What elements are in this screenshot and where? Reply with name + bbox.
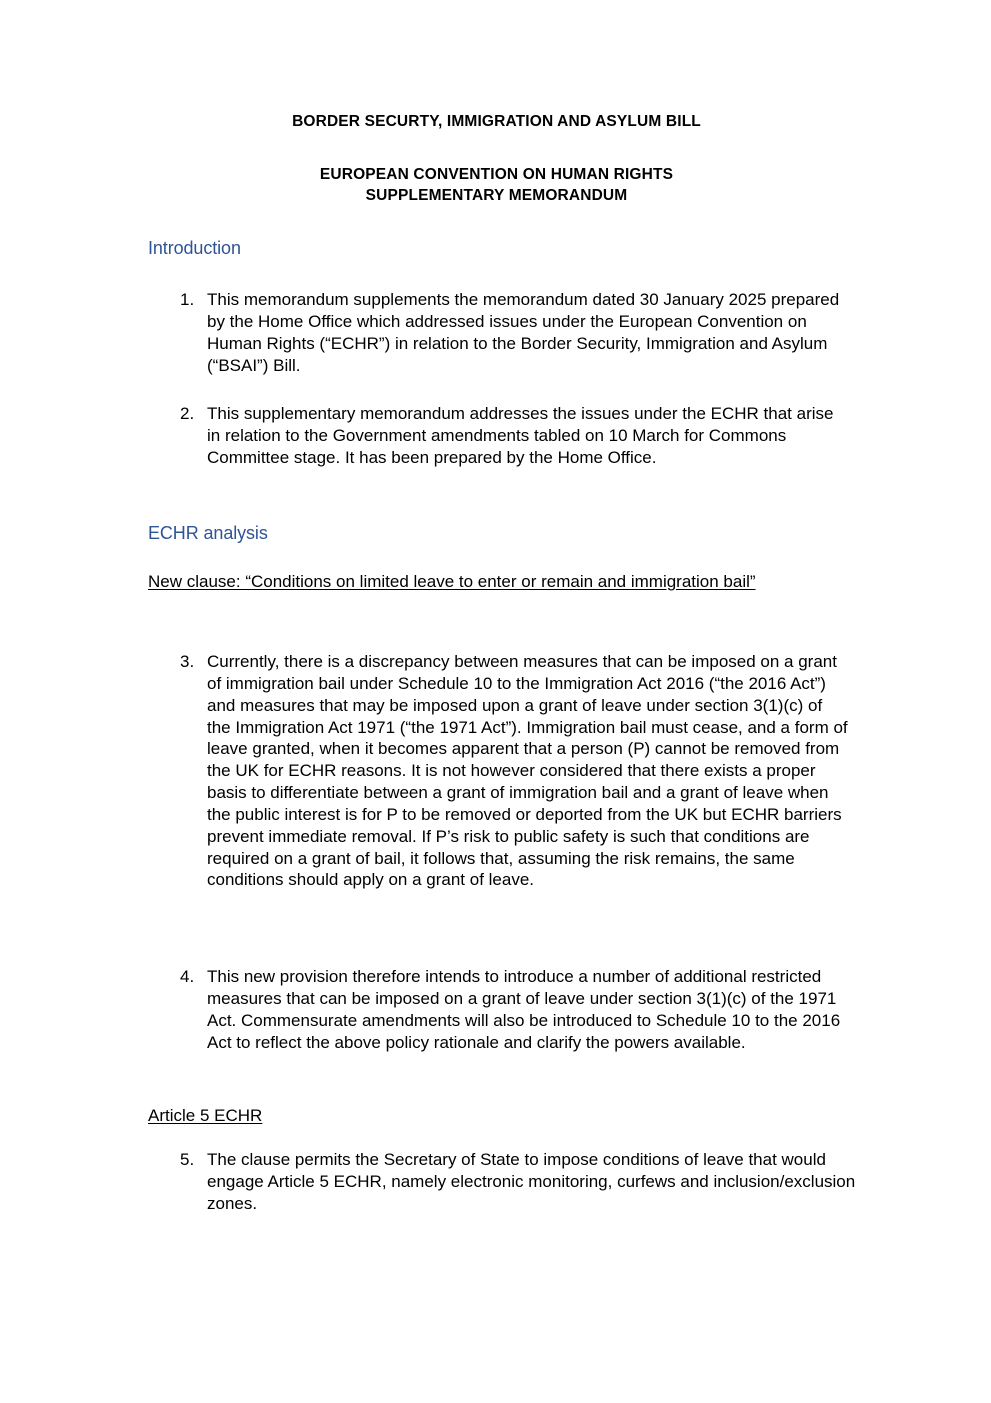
document-subtitle-line-2: SUPPLEMENTARY MEMORANDUM: [365, 187, 628, 205]
list-item: [180, 651, 848, 891]
section-heading-introduction: Introduction: [148, 238, 241, 258]
title-block: [148, 112, 845, 207]
list-item-number: 4.: [180, 967, 195, 986]
document-subtitle-line-1: EUROPEAN CONVENTION ON HUMAN RIGHTS: [319, 165, 674, 183]
list-item-text: The clause permits the Secretary of State to impose conditions of leave that would engage Article 5 ECHR, namely electronic monitoring, curfews and inclusion/exclusion zones.: [207, 1150, 856, 1213]
list-item-number: 3.: [180, 652, 195, 671]
list-item-number: 1.: [180, 290, 195, 309]
list-item-text: Currently, there is a discrepancy between measures that can be imposed on a grant of immigration bail under Schedule 10 to the Immigration Act 2016 (“the 2016 Act”) and measures that may be imposed upon a grant of leave under section 3(1)(c) of the Immigration Act 1971 (“the 1971 Act”). Immigration bail must cease, and a form of leave granted, when it becomes apparent that a person (P) cannot be removed from the UK for ECHR reasons. It is not however considered that there exists a proper basis to differentiate between a grant of immigration bail and a grant of leave when the public interest is for P to be removed or deported from the UK but ECHR barriers prevent immediate removal. If P’s risk to public safety is such that conditions are required on a grant of bail, it follows that, assuming the risk remains, the same conditions should apply on a grant of leave.: [207, 652, 848, 890]
subheading-article-5-echr-text: Article 5 ECHR: [148, 1106, 263, 1125]
subheading-new-clause-text: New clause: “Conditions on limited leave to enter or remain and immigration bail”: [148, 572, 756, 591]
list-item-number: 2.: [180, 404, 195, 423]
list-item: [180, 289, 848, 376]
document-title: BORDER SECURTY, IMMIGRATION AND ASYLUM BILL: [292, 113, 701, 130]
list-item-number: 5.: [180, 1150, 195, 1169]
subheading-new-clause: [148, 571, 848, 593]
list-item: [180, 1149, 858, 1215]
list-item: [180, 403, 848, 469]
document-subtitle: [148, 133, 845, 207]
list-item-text: This memorandum supplements the memorandum dated 30 January 2025 prepared by the Home Office which addressed issues under the European Convention on Human Rights (“ECHR”) in relation to the Border Security, Immigration and Asylum (“BSAI”) Bill.: [207, 290, 840, 375]
list-item-text: This supplementary memorandum addresses the issues under the ECHR that arise in relation to the Government amendments tabled on 10 March for Commons Committee stage. It has been prepared by the Home Office.: [207, 404, 834, 467]
list-item-text: This new provision therefore intends to introduce a number of additional restricted measures that can be imposed on a grant of leave under section 3(1)(c) of the 1971 Act. Commensurate amendments will also be introduced to Schedule 10 to the 2016 Act to reflect the above policy rationale and clarify the powers available.: [207, 967, 841, 1052]
subheading-article-5-echr: [148, 1105, 848, 1127]
list-item: [180, 966, 848, 1053]
section-heading-echr-analysis: ECHR analysis: [148, 523, 268, 543]
